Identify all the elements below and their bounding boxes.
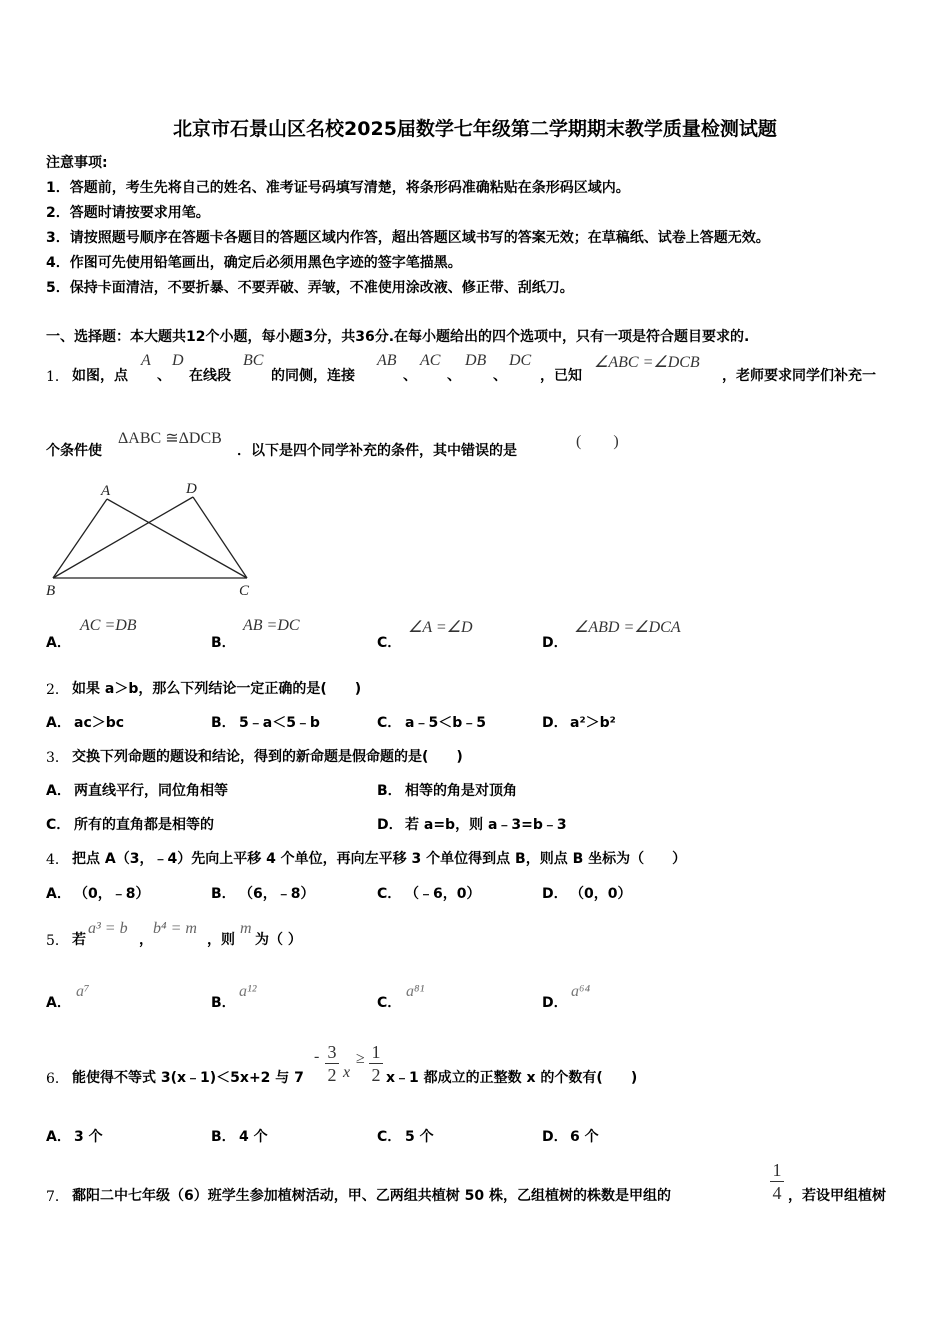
option-text: a﹣5＜b﹣5: [405, 715, 486, 731]
q1-text: 在线段: [189, 368, 231, 384]
q1-sep: 、: [157, 368, 171, 384]
option-text: 4 个: [239, 1129, 268, 1145]
option-text: a⁸¹: [406, 983, 425, 1000]
q1-point-a: A: [141, 352, 151, 369]
option-label: A．: [46, 783, 71, 799]
q6-fraction-1: [325, 1043, 339, 1084]
option-label: C．: [377, 995, 402, 1011]
fraction-numerator: 1: [371, 1042, 381, 1062]
segment-ab: [53, 499, 107, 578]
option-label: B．: [211, 715, 236, 731]
option-label: B．: [211, 995, 236, 1011]
q1-text: ，老师要求同学们补充一: [722, 368, 876, 384]
question-stem: 如果 a＞b，那么下列结论一定正确的是( ): [72, 681, 362, 697]
option-text: （0，﹣8）: [74, 886, 150, 902]
option-text: 相等的角是对顶角: [405, 783, 517, 799]
q1-sep: 、: [403, 368, 417, 384]
option-label: D．: [542, 886, 568, 902]
fraction-denominator: 4: [772, 1183, 782, 1203]
option-label: C．: [377, 1129, 402, 1145]
notice-item-2: 2．答题时请按要求用笔。: [46, 205, 210, 221]
option-label: C．: [377, 715, 402, 731]
question-number: 3．: [46, 750, 69, 766]
question-number: 7．: [46, 1189, 69, 1205]
q5-expr-1: a³ = b: [88, 920, 128, 937]
q1-segment-dc: DC: [509, 352, 532, 369]
question-stem: 把点 A（3，﹣4）先向上平移 4 个单位，再向左平移 3 个单位得到点 B，则点 B 坐标为（ ）: [72, 851, 687, 867]
option-label: B．: [211, 886, 236, 902]
q6-fraction-2: [369, 1043, 383, 1084]
q1-sep: 、: [493, 368, 507, 384]
q5-var-m: m: [240, 920, 252, 937]
option-label: D．: [542, 715, 568, 731]
q5-expr-2: b⁴ = m: [153, 920, 197, 937]
q6-minus: -: [314, 1048, 320, 1065]
q6-text: 能使得不等式 3(x﹣1)＜5x+2 与 7: [72, 1070, 304, 1086]
option-text: 所有的直角都是相等的: [74, 817, 214, 833]
option-label: C．: [46, 817, 71, 833]
option-label: C．: [377, 886, 402, 902]
q1-text: ，已知: [540, 368, 582, 384]
option-text: AB =DC: [243, 617, 300, 634]
notice-item-5: 5．保持卡面清洁，不要折暴、不要弄破、弄皱，不准使用涂改液、修正带、刮纸刀。: [46, 280, 574, 296]
notice-item-3: 3．请按照题号顺序在答题卡各题目的答题区域内作答，超出答题区域书写的答案无效；在草稿纸、试卷上答题无效。: [46, 230, 770, 246]
page-title: 北京市石景山区名校2025届数学七年级第二学期期末教学质量检测试题: [173, 118, 777, 140]
fraction-denominator: 2: [327, 1065, 337, 1085]
q1-segment-db: DB: [465, 352, 487, 369]
label-c: C: [239, 583, 250, 599]
option-label: A．: [46, 886, 71, 902]
q1-congruence: ΔABC ≅ΔDCB: [118, 430, 222, 447]
option-label: B．: [211, 635, 236, 651]
q1-text: ．以下是四个同学补充的条件，其中错误的是: [237, 443, 517, 459]
q7-fraction: [770, 1161, 784, 1202]
segment-dc: [193, 497, 247, 578]
option-label: D．: [542, 995, 568, 1011]
q1-point-d: D: [172, 352, 184, 369]
question-number: 4．: [46, 852, 69, 868]
notice-item-1: 1．答题前，考生先将自己的姓名、准考证号码填写清楚，将条形码准确粘贴在条形码区域内。: [46, 180, 630, 196]
option-label: D．: [377, 817, 403, 833]
q1-text: 个条件使: [46, 443, 102, 459]
label-a: A: [101, 483, 111, 499]
q1-segment-ac: AC: [420, 352, 441, 369]
option-text: （﹣6，0）: [405, 886, 481, 902]
notice-heading: 注意事项:: [46, 155, 108, 171]
fraction-bar: [770, 1181, 784, 1182]
option-text: a¹²: [239, 983, 257, 1000]
notice-item-4: 4．作图可先使用铅笔画出，确定后必须用黑色字迹的签字笔描黑。: [46, 255, 462, 271]
option-text: ∠A =∠D: [408, 619, 473, 636]
option-text: 6 个: [570, 1129, 599, 1145]
question-number: 1．: [46, 369, 69, 385]
question-number: 2．: [46, 682, 69, 698]
question-number: 6．: [46, 1071, 69, 1087]
fraction-numerator: 3: [327, 1042, 337, 1062]
fraction-bar: [369, 1063, 383, 1064]
q5-text: ，则: [207, 932, 235, 948]
q6-var-x: x: [343, 1064, 351, 1081]
segment-ac: [107, 499, 247, 578]
q6-text: x﹣1 都成立的正整数 x 的个数有( ): [386, 1070, 638, 1086]
option-text: 两直线平行，同位角相等: [74, 783, 228, 799]
fraction-denominator: 2: [371, 1065, 381, 1085]
q1-segment-ab: AB: [377, 352, 397, 369]
option-text: （6，﹣8）: [239, 886, 315, 902]
option-text: 5﹣a＜5﹣b: [239, 715, 320, 731]
question-stem: 交换下列命题的题设和结论，得到的新命题是假命题的是( ): [72, 749, 463, 765]
fraction-numerator: 1: [772, 1160, 782, 1180]
option-label: C．: [377, 635, 402, 651]
option-label: D．: [542, 1129, 568, 1145]
option-text: 3 个: [74, 1129, 103, 1145]
q5-text: 若: [72, 932, 86, 948]
q7-text: 鄱阳二中七年级（6）班学生参加植树活动，甲、乙两组共植树 50 株，乙组植树的株数是甲组的: [72, 1188, 671, 1204]
q1-given: ∠ABC =∠DCB: [594, 354, 700, 371]
option-label: A．: [46, 715, 71, 731]
q1-segment-bc: BC: [243, 352, 264, 369]
option-text: a⁶⁴: [571, 983, 591, 1000]
q5-text: ，: [139, 932, 153, 948]
q1-text: 的同侧，连接: [271, 368, 355, 384]
option-label: A．: [46, 995, 71, 1011]
fraction-bar: [325, 1063, 339, 1064]
q7-text: ，若设甲组植树: [788, 1188, 886, 1204]
label-b: B: [46, 583, 56, 599]
option-label: A．: [46, 1129, 71, 1145]
option-text: a⁷: [76, 983, 90, 1000]
option-text: AC =DB: [80, 617, 137, 634]
q6-ge: ≥: [356, 1050, 365, 1067]
q1-figure: [40, 478, 260, 602]
label-d: D: [186, 481, 197, 497]
option-text: ∠ABD =∠DCA: [574, 619, 681, 636]
segment-db: [53, 497, 193, 578]
option-text: （0，0）: [570, 886, 632, 902]
option-label: B．: [377, 783, 402, 799]
option-label: D．: [542, 635, 568, 651]
option-text: 若 a=b，则 a﹣3=b﹣3: [405, 817, 567, 833]
option-text: a²＞b²: [570, 715, 616, 731]
option-label: B．: [211, 1129, 236, 1145]
section-heading: 一、选择题：本大题共12个小题，每小题3分，共36分.在每小题给出的四个选项中，只有一项是符合题目要求的.: [46, 329, 750, 345]
q1-text: 如图，点: [72, 368, 128, 384]
option-text: 5 个: [405, 1129, 434, 1145]
q1-answer-paren: ( ): [576, 433, 619, 450]
q1-sep: 、: [447, 368, 461, 384]
option-text: ac＞bc: [74, 715, 125, 731]
question-number: 5．: [46, 933, 69, 949]
option-label: A．: [46, 635, 71, 651]
q5-text: 为（ ）: [255, 932, 302, 948]
